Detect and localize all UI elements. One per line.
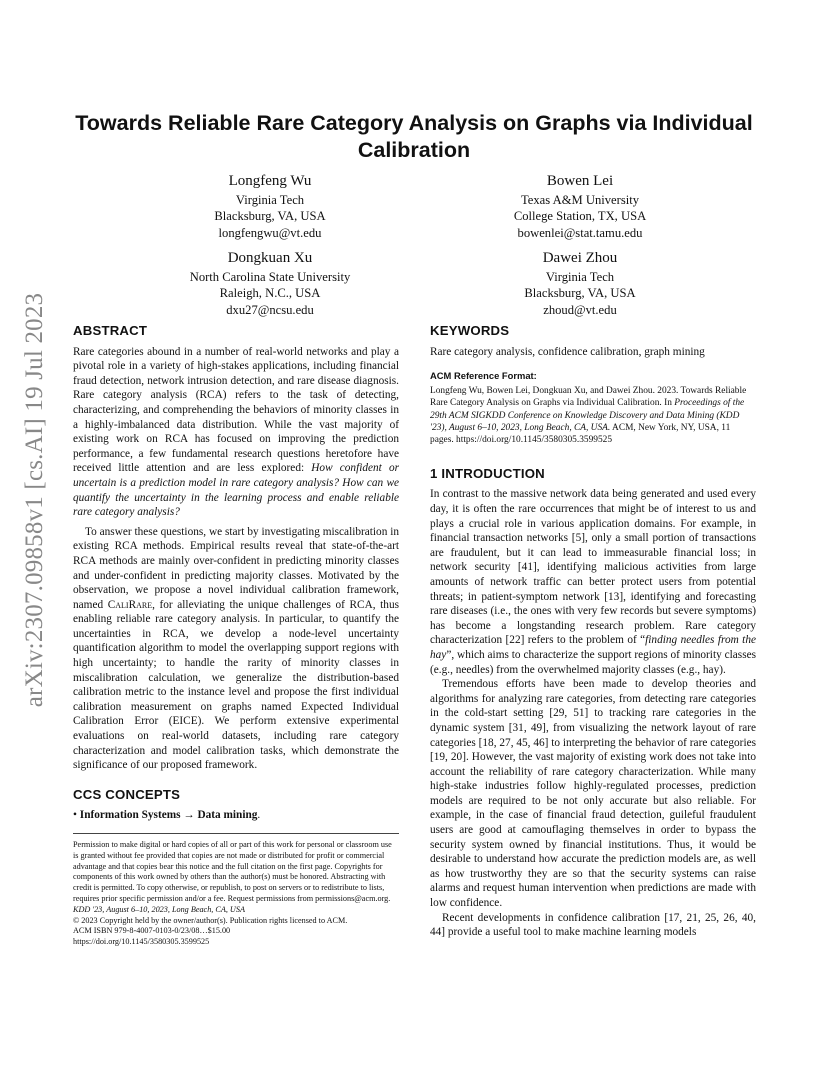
ccs-concept: Information Systems → Data mining: [79, 809, 258, 822]
abstract-text: To answer these questions, we start by investigating miscalibration in existing RCA methods. Empirical results reveal that state-of-the-art RCA methods are mainly over-confident in predicting minority classes and under-confident in predicting majority classes. Motivated by the observation, we propose a novel individual calibration framework, named: [73, 525, 399, 611]
isbn-text: ACM ISBN 979-8-4007-0103-0/23/08…$15.00: [73, 926, 231, 936]
author-block-1: [140, 172, 400, 241]
acm-reference-text: [430, 385, 756, 447]
author-affiliation: North Carolina State University: [189, 270, 351, 284]
author-name: Dawei Zhou: [542, 250, 618, 266]
introduction-heading: 1 INTRODUCTION: [430, 465, 545, 481]
author-affiliation: Virginia Tech: [235, 193, 305, 207]
right-column: [430, 324, 756, 940]
acm-reference-publisher: ACM, New York, NY, USA, 11 pages. https://doi.org/10.1145/3580305.3599525: [430, 423, 731, 446]
abstract-heading: ABSTRACT: [73, 323, 148, 338]
copyright-footnote: [73, 833, 399, 948]
abstract-text: Rare categories abound in a number of real-world networks and play a pivotal role in a variety of high-stakes applications, including financial fraud detection, network intrusion detection, and rare disease diagnosis. Rare category analysis (RCA) refers to the task of detecting, characterizing, and comprehending the behaviors of minority classes in a highly-imbalanced data distribution. While the vast majority of existing work on RCA has focused on improving the prediction performance, a few fundamental research questions heretofore have received little attention and are less explored:: [73, 345, 399, 475]
ccs-end: .: [257, 809, 261, 822]
author-location: Raleigh, N.C., USA: [219, 286, 321, 301]
author-email: bowenlei@stat.tamu.edu: [517, 225, 643, 240]
paper-title: Towards Reliable Rare Category Analysis on Graphs via Individual Calibration: [75, 111, 753, 162]
ccs-heading: CCS CONCEPTS: [73, 786, 181, 802]
copyright-text: © 2023 Copyright held by the owner/author(s). Publication rights licensed to ACM.: [73, 915, 348, 925]
arxiv-identifier: [14, 292, 56, 708]
abstract-paragraph-2: [73, 525, 399, 773]
author-affiliation: Texas A&M University: [520, 193, 640, 207]
acm-reference-heading: ACM Reference Format:: [430, 370, 537, 382]
acm-reference-authors: Longfeng Wu, Bowen Lei, Dongkuan Xu, and Dawei Zhou. 2023. Towards Reliable Rare Category Analysis on Graphs via Individual Calibration. In: [430, 385, 747, 409]
abstract-paragraph-1: [73, 345, 399, 520]
author-block-4: [450, 249, 710, 318]
author-location: Blacksburg, VA, USA: [524, 286, 636, 301]
intro-text: In contrast to the massive network data being generated and used every day, it is often the rare occurrences that might be of interest to us and plays a crucial role in various application domains. For example, in financial transaction networks [5], only a small portion of transactions are fraudulent, but it can lead to immeasurable financial loss; in network security [41], identifying malicious activities from large amounts of network traffic can better protect users from potential threats; in patient-symptom network [13], identifying and forecasting rare diseases (i.e., the ones with very few records but severe symptoms) has become a longstanding research problem. Rare category characterization [22] refers to the problem of “: [430, 488, 756, 647]
permission-text: Permission to make digital or hard copies of all or part of this work for personal or classroom use is granted without fee provided that copies are not made or distributed for profit or commercial advantage and that copies bear this notice and the full citation on the first page. Copyrights for components of this work owned by others than the author(s) must be honored. Abstracting with credit is permitted. To copy otherwise, or republish, to post on servers or to redistribute to lists, requires prior specific permission and/or a fee. Request permissions from permissions@acm.org.: [73, 840, 392, 903]
ccs-item: [73, 808, 399, 823]
acm-reference-proceedings: Proceedings of the 29th ACM SIGKDD Conference on Knowledge Discovery and Data Mining (KDD '23), August 6–10, 2023, Long Beach, CA, USA.: [430, 398, 745, 433]
left-column: [73, 324, 399, 948]
author-block-3: [118, 249, 422, 318]
bullet-glyph: •: [73, 809, 77, 822]
venue-text: KDD '23, August 6–10, 2023, Long Beach, CA, USA: [73, 904, 245, 914]
author-email: longfengwu@vt.edu: [218, 225, 322, 240]
author-name: Dongkuan Xu: [227, 250, 313, 266]
arxiv-identifier-text: arXiv:2307.09858v1 [cs.AI] 19 Jul 2023: [21, 292, 48, 708]
author-location: Blacksburg, VA, USA: [214, 209, 326, 224]
author-block-2: [450, 172, 710, 241]
author-location: College Station, TX, USA: [513, 209, 647, 224]
intro-paragraph-2: Tremendous efforts have been made to develop theories and algorithms for analyzing rare categories, from detecting rare categories in the cold-start setting [29, 51] to tracking rare categories in the dynamic system [31, 49], from visualizing the network layout of rare categories [18, 27, 45, 46] to interpreting the behavior of rare categories [19, 20]. However, the vast majority of existing work does not take into account the reliability of rare category characterization. While many high-stake industries follow highly-regulated processes, prediction models are required to be not only accurate but also reliable. For example, in the case of financial fraud detection, guileful fraudulent users are good at camouflaging themselves in order to bypass the security system owned by financial institutions. Thus, it would be desirable to understand how accurate the prediction models are, as well as how trustworthy they are so that the security systems can raise alarms and request human intervention when predictions are made with low confidence.: [430, 678, 756, 910]
author-affiliation: Virginia Tech: [545, 270, 615, 284]
intro-text: ”, which aims to characterize the support regions of minority classes (e.g., needles) from the overwhelmed majority classes (e.g., hay).: [430, 648, 756, 676]
author-name: Bowen Lei: [546, 173, 614, 189]
author-email: zhoud@vt.edu: [543, 302, 617, 317]
intro-paragraph-3: Recent developments in confidence calibration [17, 21, 25, 26, 40, 44] provide a useful tool to make machine learning models: [430, 911, 756, 939]
framework-name: CaliRare: [107, 598, 153, 611]
keywords-heading: KEYWORDS: [430, 323, 510, 338]
keywords-text: Rare category analysis, confidence calibration, graph mining: [430, 345, 705, 358]
intro-quote: finding needles from the hay: [430, 634, 756, 661]
introduction-section: [430, 467, 756, 940]
doi-link[interactable]: https://doi.org/10.1145/3580305.3599525: [73, 937, 210, 947]
abstract-text: , for alleviating the unique challenges of RCA, thus enabling reliable rare category analysis. In particular, to quantify the uncertainties in RCA, we develop a node-level uncertainty quantification algorithm to model the overlapping support regions with high uncertainty; to handle the rarity of minority classes in miscalibration calculation, we generalize the distribution-based calibration metric to the instance level and propose the first individual calibration measurement on graphs named Expected Individual Calibration Error (EICE). We perform extensive experimental evaluations on real-world datasets, including rare category characterization and model calibration tasks, which demonstrate the significance of our proposed framework.: [73, 598, 399, 772]
author-email: dxu27@ncsu.edu: [226, 302, 314, 317]
abstract-questions: How confident or uncertain is a prediction model in rare category analysis? How can we quantify the uncertainty in the learning process and enable reliable rare category analysis?: [73, 462, 399, 519]
intro-paragraph-1: [430, 487, 756, 677]
author-name: Longfeng Wu: [228, 173, 312, 189]
